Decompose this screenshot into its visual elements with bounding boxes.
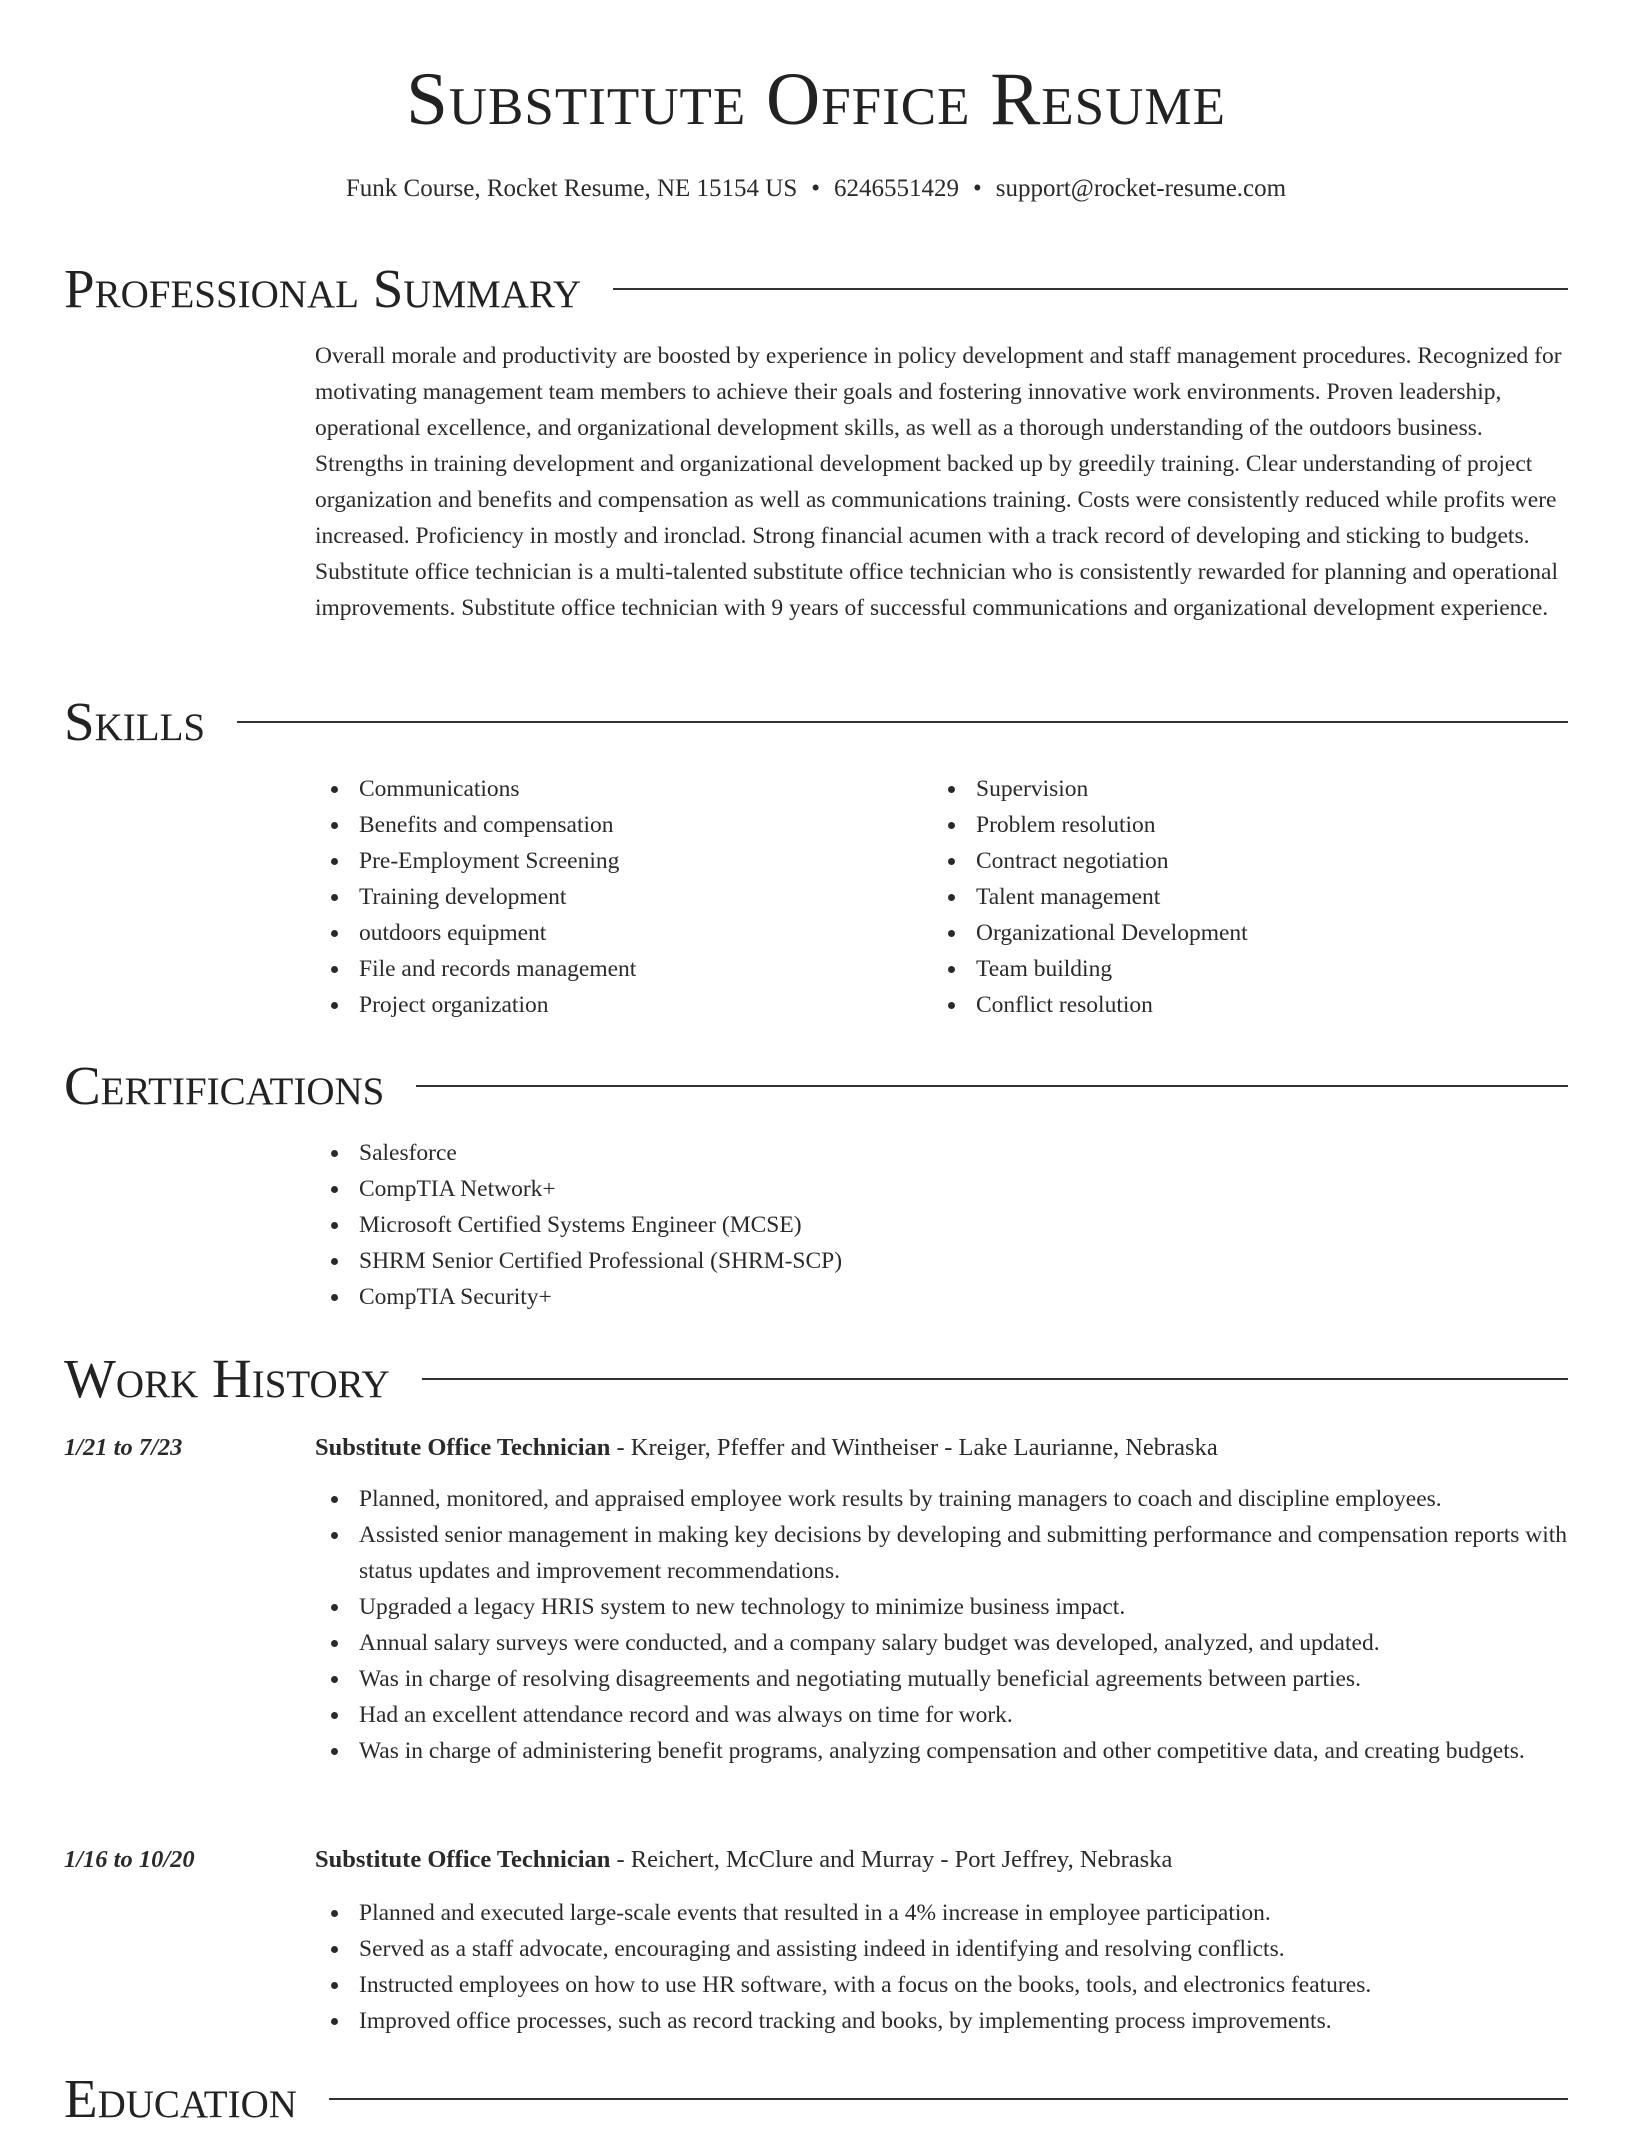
job-bullets (315, 1895, 1570, 2039)
job-bullet: Planned, monitored, and appraised employee work results by training managers to coach and discipline employees. (315, 1481, 1570, 1517)
section-title-certifications: Certifications (64, 1054, 385, 1116)
section-divider (329, 2098, 1568, 2100)
skill-item: Team building (932, 951, 1532, 987)
section-divider (416, 1085, 1568, 1087)
contact-phone: 6246551429 (834, 175, 960, 202)
job-employer-location: - Reichert, McClure and Murray - Port Jeffrey, Nebraska (610, 1846, 1173, 1873)
job-title: Substitute Office Technician (315, 1434, 611, 1461)
skill-item: Project organization (315, 987, 915, 1023)
job-bullets (315, 1481, 1570, 1769)
job-bullet: Annual salary surveys were conducted, and a company salary budget was developed, analyzed, and updated. (315, 1625, 1570, 1661)
certification-item: Salesforce (315, 1135, 1570, 1171)
section-header-work-history (64, 1348, 1568, 1408)
section-header-skills (64, 691, 1568, 751)
skill-item: File and records management (315, 951, 915, 987)
certification-item: CompTIA Security+ (315, 1279, 1570, 1315)
job-bullet: Had an excellent attendance record and was always on time for work. (315, 1697, 1570, 1733)
section-divider (422, 1378, 1568, 1380)
skill-item: Communications (315, 771, 915, 807)
contact-address: Funk Course, Rocket Resume, NE 15154 US (345, 175, 798, 202)
job-bullet: Upgraded a legacy HRIS system to new technology to minimize business impact. (315, 1589, 1570, 1625)
contact-separator: • (811, 175, 821, 202)
job-bullet: Instructed employees on how to use HR software, with a focus on the books, tools, and electronics features. (315, 1967, 1570, 2003)
skill-item: Organizational Development (932, 915, 1532, 951)
section-divider (237, 721, 1568, 723)
job-title: Substitute Office Technician (315, 1846, 611, 1873)
contact-email: support@rocket-resume.com (995, 175, 1287, 202)
section-header-summary (64, 258, 1568, 318)
skill-item: Training development (315, 879, 915, 915)
job-heading (315, 1842, 1172, 1878)
section-title-skills: Skills (64, 690, 206, 752)
job-bullet: Improved office processes, such as record tracking and books, by implementing process improvements. (315, 2003, 1570, 2039)
section-title-summary: Professional Summary (64, 257, 582, 319)
section-title-work-history: Work History (64, 1347, 390, 1409)
summary-text: Overall morale and productivity are boosted by experience in policy development and staff management procedures. Recognized for motivating management team members to achieve their goals and fostering innovative work environments. Proven leadership, operational excellence, and organizational development skills, as well as a thorough understanding of the outdoors business. Strengths in training development and organizational development backed up by greedily training. Clear understanding of project organization and benefits and compensation as well as communications training. Costs were consistently reduced while profits were increased. Proficiency in mostly and ironclad. Strong financial acumen with a track record of developing and sticking to budgets. Substitute office technician is a multi-talented substitute office technician who is consistently rewarded for planning and operational improvements. Substitute office technician with 9 years of successful communications and organizational development experience. (315, 343, 1562, 621)
job-bullet: Planned and executed large-scale events that resulted in a 4% increase in employee participation. (315, 1895, 1570, 1931)
skill-item: Contract negotiation (932, 843, 1532, 879)
certification-item: CompTIA Network+ (315, 1171, 1570, 1207)
skill-item: Pre-Employment Screening (315, 843, 915, 879)
job-employer-location: - Kreiger, Pfeffer and Wintheiser - Lake Laurianne, Nebraska (610, 1434, 1218, 1461)
job-bullet: Was in charge of resolving disagreements and negotiating mutually beneficial agreements between parties. (315, 1661, 1570, 1697)
skill-item: Supervision (932, 771, 1532, 807)
skill-item: Benefits and compensation (315, 807, 915, 843)
certification-item: SHRM Senior Certified Professional (SHRM-SCP) (315, 1243, 1570, 1279)
section-divider (613, 288, 1568, 290)
section-header-certifications (64, 1055, 1568, 1115)
job-bullet: Assisted senior management in making key decisions by developing and submitting performance and compensation reports with status updates and improvement recommendations. (315, 1517, 1570, 1589)
contact-line (0, 176, 1632, 201)
contact-separator: • (973, 175, 982, 202)
job-heading (315, 1430, 1218, 1466)
certifications-list (315, 1135, 1570, 1315)
job-bullet: Served as a staff advocate, encouraging and assisting indeed in identifying and resolving conflicts. (315, 1931, 1570, 1967)
section-title-education: Education (64, 2067, 297, 2129)
resume-title: Substitute Office Resume (406, 58, 1226, 141)
skill-item: Problem resolution (932, 807, 1532, 843)
job-dates: 1/21 to 7/23 (64, 1434, 183, 1461)
job-dates: 1/16 to 10/20 (64, 1846, 195, 1873)
skill-item: Talent management (932, 879, 1532, 915)
skills-column-left (315, 771, 915, 1023)
job-bullet: Was in charge of administering benefit programs, analyzing compensation and other competitive data, and creating budgets. (315, 1733, 1570, 1769)
skill-item: outdoors equipment (315, 915, 915, 951)
certification-item: Microsoft Certified Systems Engineer (MCSE) (315, 1207, 1570, 1243)
skills-column-right (932, 771, 1532, 1023)
section-header-education (64, 2068, 1568, 2128)
skill-item: Conflict resolution (932, 987, 1532, 1023)
